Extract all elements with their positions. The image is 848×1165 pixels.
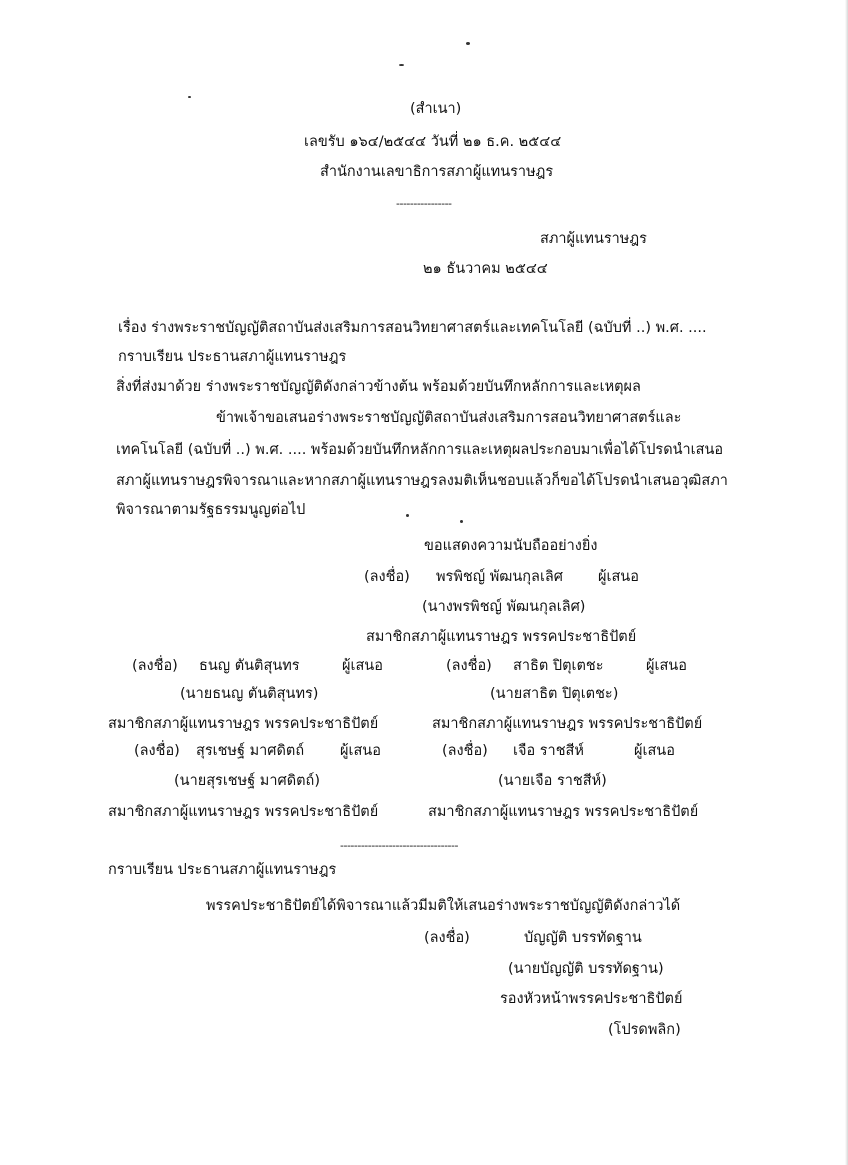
cosigner-printed-name: (นายธนญ ตันติสุนทร) [180,686,319,702]
endorsement-signature: บัญญัติ บรรทัดฐาน [524,930,642,946]
cosigner-signature: ธนญ ตันติสุนทร [199,658,300,674]
scan-speck [399,64,404,66]
office-name: สำนักงานเลขาธิการสภาผู้แทนราษฎร [320,164,554,180]
cosigner-signature: สาธิต ปิตุเตชะ [513,658,604,674]
letter-subject: เรื่อง ร่างพระราชบัญญัติสถาบันส่งเสริมการสอนวิทยาศาสตร์และเทคโนโลยี (ฉบับที่ ..) พ.ศ. .... [118,320,707,336]
main-printed-name: (นางพรพิชญ์ พัฒนกุลเลิศ) [422,599,586,615]
body-line: พิจารณาตามรัฐธรรมนูญต่อไป [116,502,306,518]
cosigner-role: ผู้เสนอ [342,658,383,674]
cosigner-role: ผู้เสนอ [340,743,381,759]
endorsement-text: พรรคประชาธิปัตย์ได้พิจารณาแล้วมีมติให้เสนอร่างพระราชบัญญัติดังกล่าวได้ [206,898,681,914]
letter-enclosure: สิ่งที่ส่งมาด้วย ร่างพระราชบัญญัติดังกล่าวข้างต้น พร้อมด้วยบันทึกหลักการและเหตุผล [116,379,641,395]
scan-speck [466,42,470,45]
cosigner-sign-tag: (ลงชื่อ) [446,658,492,674]
header-divider: ---------------- [396,197,452,210]
cosigner-sign-tag: (ลงชื่อ) [134,743,180,759]
endorsement-sign-tag: (ลงชื่อ) [424,930,470,946]
endorsement-position: รองหัวหน้าพรรคประชาธิปัตย์ [500,991,683,1007]
scan-speck [188,96,191,98]
letter-closing: ขอแสดงความนับถืออย่างยิ่ง [424,538,598,554]
main-sign-tag: (ลงชื่อ) [364,569,410,585]
body-line: เทคโนโลยี (ฉบับที่ ..) พ.ศ. .... พร้อมด้วยบันทึกหลักการและเหตุผลประกอบมาเพื่อได้โปรดนำเสนอ [116,442,724,458]
cosigner-position: สมาชิกสภาผู้แทนราษฎร พรรคประชาธิปัตย์ [108,716,379,732]
main-signature: พรพิชญ์ พัฒนกุลเลิศ [436,569,563,585]
endorsement-salutation: กราบเรียน ประธานสภาผู้แทนราษฎร [108,862,337,878]
receipt-line: เลขรับ ๑๖๔/๒๕๔๔ วันที่ ๒๑ ธ.ค. ๒๕๔๔ [304,134,562,150]
main-role: ผู้เสนอ [598,569,639,585]
cosigner-position: สมาชิกสภาผู้แทนราษฎร พรรคประชาธิปัตย์ [432,716,703,732]
cosigner-sign-tag: (ลงชื่อ) [132,658,178,674]
cosigner-printed-name: (นายเจือ ราชสีห์) [498,773,607,789]
scan-speck [460,520,463,523]
cosigner-signature: เจือ ราชสีห์ [513,743,584,759]
copy-mark: (สำเนา) [410,101,462,117]
please-turn-note: (โปรดพลิก) [608,1022,681,1038]
body-line: ข้าพเจ้าขอเสนอร่างพระราชบัญญัติสถาบันส่งเสริมการสอนวิทยาศาสตร์และ [216,410,682,426]
cosigner-role: ผู้เสนอ [646,658,687,674]
scan-speck [406,514,409,517]
cosigner-position: สมาชิกสภาผู้แทนราษฎร พรรคประชาธิปัตย์ [108,804,379,820]
letter-salutation: กราบเรียน ประธานสภาผู้แทนราษฎร [118,349,347,365]
cosigner-role: ผู้เสนอ [634,743,675,759]
cosigner-printed-name: (นายสาธิต ปิตุเตชะ) [490,686,619,702]
endorsement-printed-name: (นายบัญญัติ บรรทัดฐาน) [508,961,664,977]
body-line: สภาผู้แทนราษฎรพิจารณาและหากสภาผู้แทนราษฎรลงมติเห็นชอบแล้วก็ขอได้โปรดนำเสนอวุฒิสภา [116,473,728,489]
cosigner-sign-tag: (ลงชื่อ) [442,743,488,759]
main-position: สมาชิกสภาผู้แทนราษฎร พรรคประชาธิปัตย์ [366,629,637,645]
cosigner-position: สมาชิกสภาผู้แทนราษฎร พรรคประชาธิปัตย์ [428,804,699,820]
cosigner-signature: สุรเชษฐ์ มาศดิตถ์ [196,743,305,759]
cosigner-printed-name: (นายสุรเชษฐ์ มาศดิตถ์) [174,773,320,789]
section-separator: ---------------------------------- [340,839,458,852]
sender-org: สภาผู้แทนราษฎร [540,231,647,247]
letter-date: ๒๑ ธันวาคม ๒๕๔๔ [423,261,548,277]
